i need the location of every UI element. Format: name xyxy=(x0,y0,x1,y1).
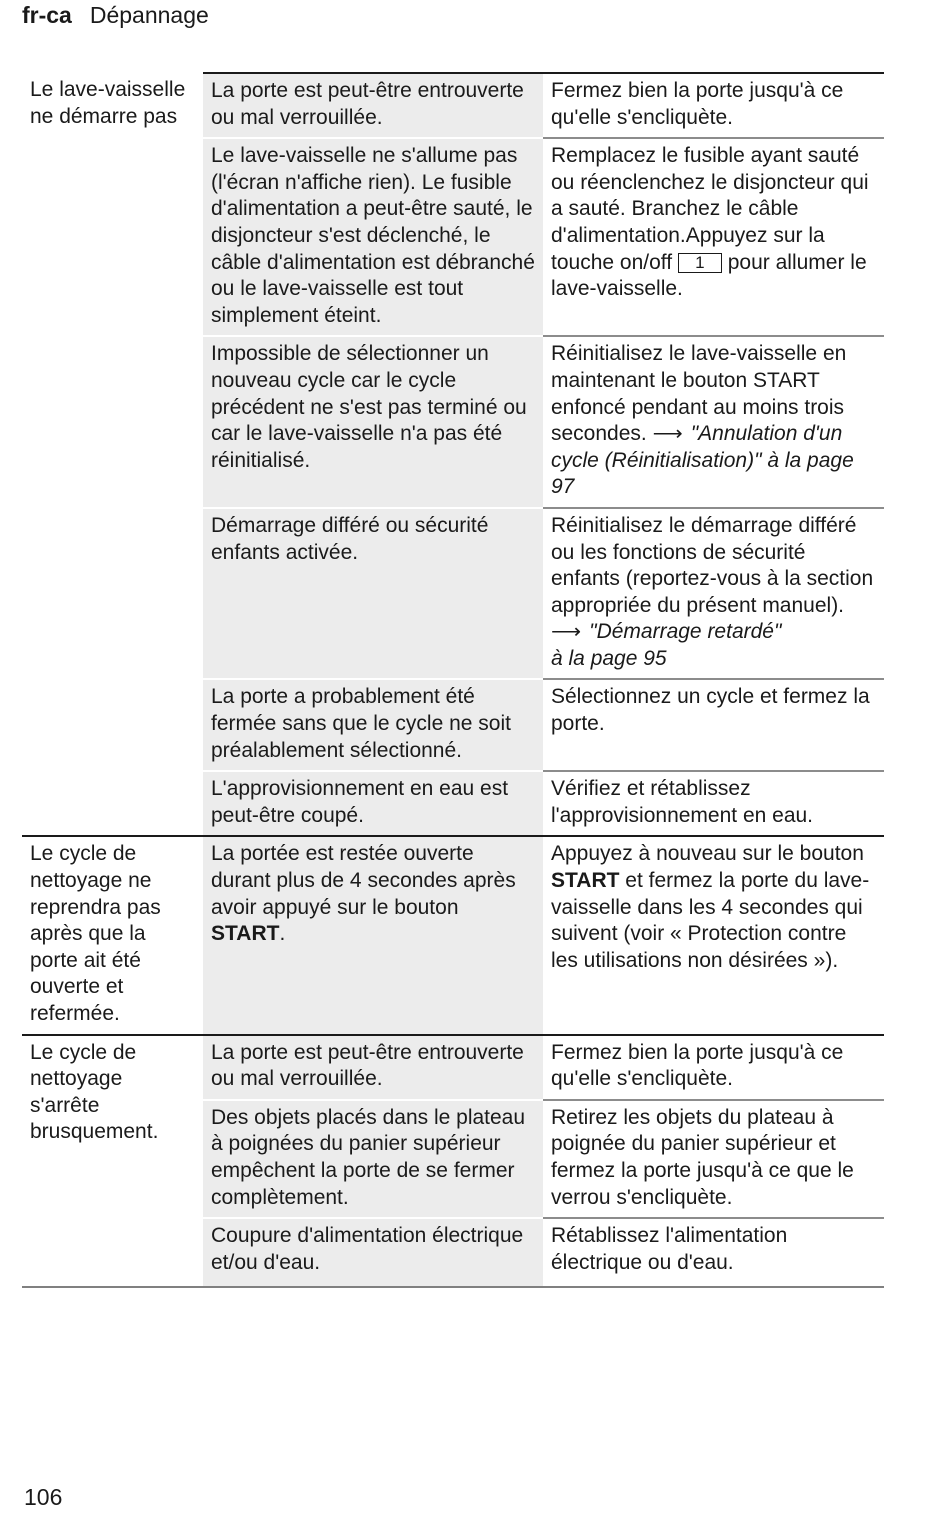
cross-reference-page[interactable]: à la page 95 xyxy=(551,646,667,670)
remedy-text: Appuyez à nouveau sur le bouton xyxy=(551,842,864,866)
cause-text: Impossible de sélectionner un nouveau cycle car le cycle précédent ne s'est pas terminé ou car le lave-vaisselle n'a pas été réinitialisé. xyxy=(211,342,527,472)
cause-cell xyxy=(203,771,543,836)
remedy-text: Sélectionnez un cycle et fermez la porte. xyxy=(551,685,870,736)
cause-cell xyxy=(203,73,543,138)
cause-text: La porte est peut-être entrouverte ou mal verrouillée. xyxy=(211,1040,524,1091)
cause-text: Démarrage différé ou sécurité enfants activée. xyxy=(211,513,489,564)
cause-text: La porte est peut-être entrouverte ou mal verrouillée. xyxy=(211,79,524,129)
cause-cell xyxy=(203,508,543,680)
problem-text: Le lave-vaisselle ne démarre pas xyxy=(30,78,186,128)
remedy-cell xyxy=(543,836,884,1034)
table-row xyxy=(22,73,884,138)
start-button-name: START xyxy=(551,869,620,893)
cause-text: Le lave-vaisselle ne s'allume pas (l'écran n'affiche rien). Le fusible d'alimentation a peut-être sauté, le disjoncteur s'est déclenché, le câble d'alimentation est débranché ou le lave-vaisselle est tout simplement éteint. xyxy=(211,144,535,327)
troubleshooting-table xyxy=(22,72,884,1288)
cause-text: La porte a probablement été fermée sans que le cycle ne soit préalablement sélectionné. xyxy=(211,685,511,762)
problem-text: Le cycle de nettoyage s'arrête brusquement. xyxy=(30,1040,159,1144)
page-number: 106 xyxy=(24,1484,63,1510)
remedy-cell xyxy=(543,1035,884,1100)
start-button-name: START xyxy=(211,922,280,946)
cause-cell xyxy=(203,1100,543,1218)
cause-text-after: . xyxy=(279,922,286,946)
cross-reference-link[interactable]: "Démarrage retardé" xyxy=(589,620,782,644)
problem-cell xyxy=(22,73,203,836)
cause-cell xyxy=(203,1035,543,1100)
remedy-text: Rétablissez l'alimentation électrique ou d'eau. xyxy=(551,1224,788,1274)
table-row xyxy=(22,836,884,1034)
page-header xyxy=(22,2,209,29)
cause-text: La portée est restée ouverte durant plus de 4 secondes après avoir appuyé sur le bouton xyxy=(211,842,516,919)
cause-text: Des objets placés dans le plateau à poignées du panier supérieur empêchent la porte de se fermer complètement. xyxy=(211,1105,526,1209)
arrow-right-icon: ⟶ xyxy=(652,422,683,446)
on-off-key-icon: 1 xyxy=(678,253,722,273)
remedy-cell xyxy=(543,1100,884,1218)
remedy-text: Réinitialisez le démarrage différé ou les fonctions de sécurité enfants (reportez-vous à la section appropriée du présent manuel). xyxy=(551,513,874,617)
cause-text: Coupure d'alimentation électrique et/ou d'eau. xyxy=(211,1224,524,1274)
remedy-text: Fermez bien la porte jusqu'à ce qu'elle s'encliquète. xyxy=(551,79,844,129)
problem-cell xyxy=(22,836,203,1034)
table-row xyxy=(22,1035,884,1100)
remedy-cell xyxy=(543,771,884,836)
cause-cell xyxy=(203,679,543,771)
remedy-text: Retirez les objets du plateau à poignée du panier supérieur et fermez la porte jusqu'à ce que le verrou s'encliquète. xyxy=(551,1105,854,1209)
cross-reference-link[interactable]: "Annulation d'un cycle (Réinitialisation)" à la page 97 xyxy=(551,422,854,499)
cause-cell xyxy=(203,336,543,508)
problem-cell xyxy=(22,1035,203,1288)
problem-text: Le cycle de nettoyage ne reprendra pas après que la porte ait été ouverte et refermée. xyxy=(30,842,161,1025)
remedy-text: Vérifiez et rétablissez l'approvisionnement en eau. xyxy=(551,777,814,827)
remedy-text: Remplacez le fusible ayant sauté ou réenclenchez le disjoncteur qui a sauté. Branchez le câble d'alimentation.Appuyez sur la touche on/off xyxy=(551,144,869,274)
remedy-cell xyxy=(543,336,884,508)
remedy-text: Fermez bien la porte jusqu'à ce qu'elle s'encliquète. xyxy=(551,1040,844,1091)
remedy-text: Réinitialisez le lave-vaisselle en maintenant le bouton START enfoncé pendant au moins trois secondes. xyxy=(551,342,847,446)
language-code: fr-ca xyxy=(22,2,72,28)
remedy-cell xyxy=(543,1218,884,1287)
arrow-right-icon: ⟶ xyxy=(551,620,582,644)
cause-cell xyxy=(203,836,543,1034)
cause-cell xyxy=(203,1218,543,1287)
remedy-cell xyxy=(543,508,884,680)
remedy-text-after: et fermez la porte du lave-vaisselle dans les 4 secondes qui suivent (voir « Protection contre les utilisations non désirées »). xyxy=(551,869,870,972)
section-title: Dépannage xyxy=(89,2,209,28)
cause-cell xyxy=(203,138,543,336)
cause-text: L'approvisionnement en eau est peut-être coupé. xyxy=(211,777,509,827)
remedy-cell xyxy=(543,73,884,138)
remedy-cell xyxy=(543,138,884,336)
remedy-text-after: pour allumer le lave-vaisselle. xyxy=(551,250,867,301)
remedy-cell xyxy=(543,679,884,771)
